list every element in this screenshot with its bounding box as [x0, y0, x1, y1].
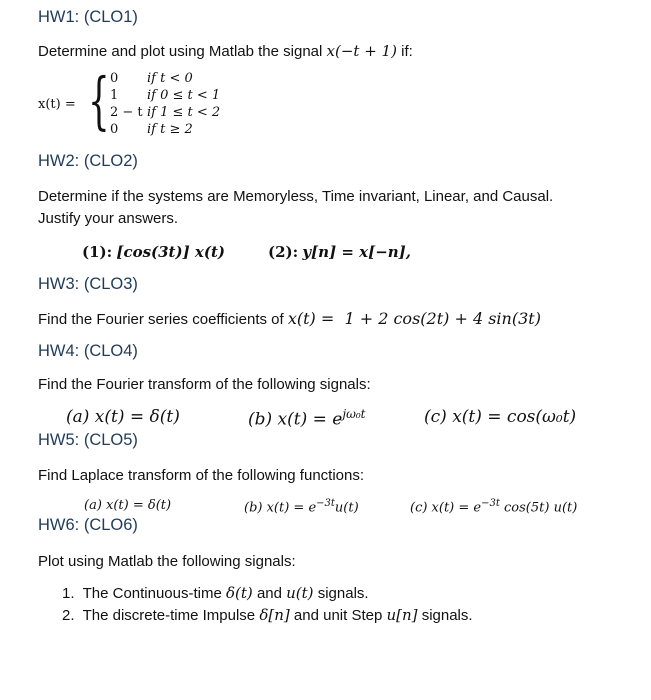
hw5-b-end: u(t)	[334, 500, 359, 516]
hw1-case-value-4: 0	[110, 122, 119, 137]
hw4-c: (c) x(t) = cos(ω₀t)	[424, 407, 577, 427]
hw6-item-1-post: signals.	[317, 585, 369, 602]
hw2-system-1	[82, 243, 225, 261]
hw3-expr: x(t) = 1 + 2 cos(2t) + 4 sin(3t)	[287, 309, 541, 328]
hw1-heading: HW1: (CLO1)	[38, 8, 138, 26]
hw4-b-main: (b) x(t) = e	[248, 409, 343, 430]
hw3-prompt: Find the Fourier series coefficients of	[38, 311, 284, 328]
hw2-sys2-expr: y[n] = x[−n],	[302, 243, 412, 261]
hw5-heading: HW5: (CLO5)	[38, 431, 138, 449]
hw6-item-1	[62, 584, 369, 602]
hw1-signal: x(−t + 1)	[326, 42, 397, 60]
hw6-item-1-math2: u(t)	[286, 584, 314, 602]
hw4-b-exponent: jω₀t	[342, 407, 366, 421]
hw1-brace: {	[88, 64, 110, 137]
hw5-b-main: (b) x(t) = e	[244, 500, 317, 516]
hw5-c-main: (c) x(t) = e	[410, 500, 482, 516]
hw2-line1: Determine if the systems are Memoryless, Time invariant, Linear, and Causal.	[38, 188, 554, 205]
hw5-b	[244, 498, 359, 515]
hw4-b	[248, 407, 366, 430]
hw1-case-cond-1: if t < 0	[147, 71, 193, 86]
hw1-case-value-1: 0	[110, 71, 119, 86]
hw1-case-value-3: 2 − t	[110, 105, 143, 120]
hw6-item-1-mid: and	[256, 585, 282, 602]
hw2-line2: Justify your answers.	[38, 210, 179, 227]
hw6-item-2-post: signals.	[421, 607, 473, 624]
hw3-prompt-line	[38, 309, 541, 328]
hw6-item-2-math1: δ[n]	[259, 606, 290, 624]
hw6-item-1-num: 1.	[62, 585, 75, 602]
hw6-item-1-math1: δ(t)	[226, 584, 253, 602]
hw4-heading: HW4: (CLO4)	[38, 342, 138, 360]
hw5-b-exponent: −3t	[316, 498, 335, 509]
hw1-case-cond-4: if t ≥ 2	[147, 122, 193, 137]
hw4-a: (a) x(t) = δ(t)	[66, 407, 180, 427]
hw3-heading: HW3: (CLO3)	[38, 275, 138, 293]
hw5-c-exponent: −3t	[481, 498, 500, 509]
hw1-prompt-end: if:	[401, 43, 413, 60]
hw4-prompt: Find the Fourier transform of the following signals:	[38, 376, 371, 393]
hw1-lhs: x(t) =	[38, 97, 76, 112]
hw1-case-cond-2: if 0 ≤ t < 1	[147, 88, 221, 103]
hw5-prompt: Find Laplace transform of the following functions:	[38, 467, 365, 484]
hw5-c-end: cos(5t) u(t)	[504, 500, 578, 516]
hw6-item-1-pre: The Continuous-time	[82, 585, 222, 602]
hw5-a: (a) x(t) = δ(t)	[84, 498, 172, 513]
hw1-case-value-2: 1	[110, 88, 119, 103]
hw1-prompt	[38, 42, 413, 60]
hw6-item-2	[62, 606, 473, 624]
hw2-sys2-label: (2):	[268, 243, 299, 261]
hw6-item-2-num: 2.	[62, 607, 75, 624]
hw2-system-2	[268, 243, 411, 261]
hw6-heading: HW6: (CLO6)	[38, 516, 138, 534]
hw6-prompt: Plot using Matlab the following signals:	[38, 553, 296, 570]
hw6-item-2-math2: u[n]	[386, 606, 418, 624]
hw6-item-2-pre: The discrete-time Impulse	[82, 607, 256, 624]
hw6-item-2-mid: and unit Step	[293, 607, 383, 624]
hw1-prompt-text: Determine and plot using Matlab the signal	[38, 43, 323, 60]
hw2-heading: HW2: (CLO2)	[38, 152, 138, 170]
hw2-sys1-label: (1):	[82, 243, 113, 261]
hw1-case-cond-3: if 1 ≤ t < 2	[147, 105, 221, 120]
hw2-sys1-expr: [cos(3t)] x(t)	[116, 243, 225, 261]
hw5-c	[410, 498, 577, 515]
